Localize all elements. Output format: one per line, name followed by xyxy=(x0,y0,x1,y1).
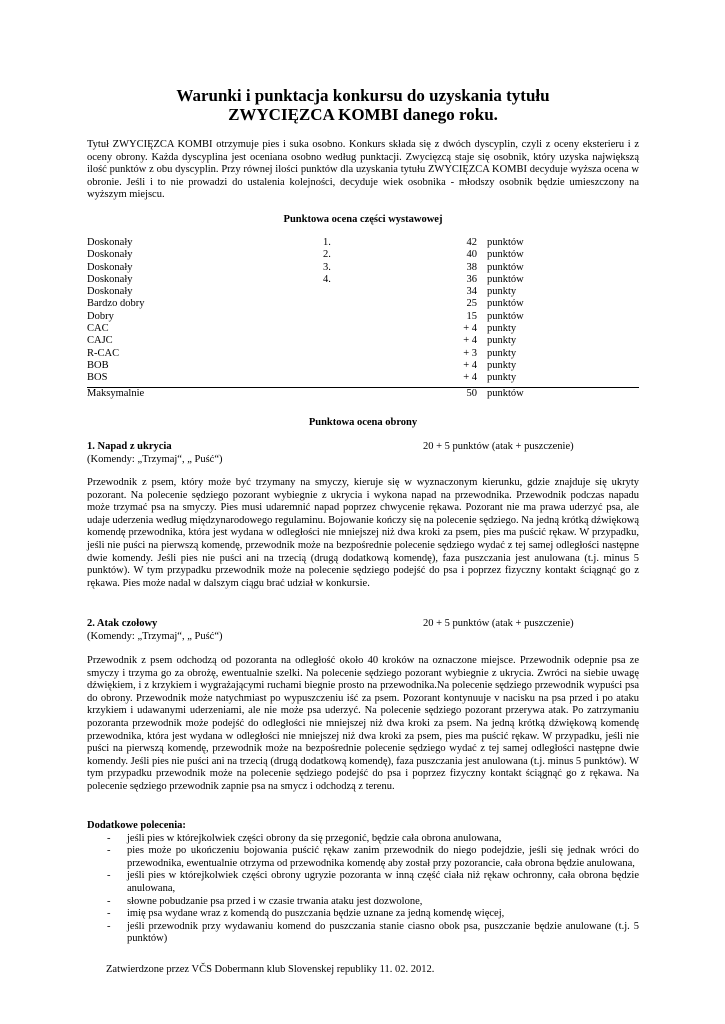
exercise-1-points: 20 + 5 punktów (atak + puszczenie) xyxy=(423,441,574,452)
exercise-1-commands: (Komendy: „Trzymaj“, „ Puść“) xyxy=(87,453,223,465)
additional-commands xyxy=(87,820,639,946)
score-points: 36 xyxy=(466,273,477,285)
score-row xyxy=(87,360,639,372)
list-dash: - xyxy=(107,895,111,907)
score-name: Doskonały xyxy=(87,273,133,285)
list-dash: - xyxy=(107,908,111,920)
title-line-2: ZWYCIĘZCA KOMBI danego roku. xyxy=(228,105,498,124)
score-name: Bardzo dobry xyxy=(87,298,145,310)
score-name: Doskonały xyxy=(87,286,133,298)
score-row xyxy=(87,335,639,347)
exercise-1-header xyxy=(87,441,639,466)
score-name: BOS xyxy=(87,372,108,384)
score-points: 50 xyxy=(466,387,477,399)
score-name: CAJC xyxy=(87,335,113,347)
score-row xyxy=(87,311,639,323)
score-unit: punktów xyxy=(487,310,524,322)
score-unit: punkty xyxy=(487,372,517,384)
score-name: Doskonały xyxy=(87,249,133,261)
score-unit: punkty xyxy=(487,347,517,359)
score-points: 25 xyxy=(466,298,477,310)
score-rank: 4. xyxy=(323,273,331,285)
score-rank: 1. xyxy=(323,237,331,248)
score-unit: punkty xyxy=(487,286,517,298)
exhibition-score-table xyxy=(87,237,639,400)
score-points: 34 xyxy=(466,286,477,298)
score-unit: punktów xyxy=(487,249,524,261)
score-row xyxy=(87,323,639,335)
score-unit: punktów xyxy=(487,237,524,248)
exercise-2-title: 2. Atak czołowy xyxy=(87,618,158,629)
score-row xyxy=(87,348,639,360)
score-unit: punkty xyxy=(487,335,517,347)
score-row xyxy=(87,274,639,286)
additional-commands-label: Dodatkowe polecenia: xyxy=(87,820,186,831)
exercise-1-description: Przewodnik z psem, który może być trzymany na smyczy, kieruje się w wyznaczonym kierunku, gdzie znajduje się ukryty pozorant. Na polecenie sędziego pozorant wybiegnie z ukrycia i wykona napad na przewodnika. Przewodnik podczas napadu może trzymać psa na smyczy. Pies musi udaremnić napad poprzez chwycenie rękawa. Pozorant nie ma prawa uderzyć psa, ale udaje uderzenia według międzynarodowego regulaminu. Bojowanie kończy się na polecenie sędziego. Na jedną krótką dźwiękową komendę przewodnika, która jest wydana w odległości nie mniejszej niż dwa kroki za psem, pies ma puścić rękaw. W przypadku, jeśli nie puści na pierwszą komendę, przewodnik może na bezpośrednie polecenie sędziego wydać z tej samej odległości następne dwie komendy. Jeśli pies nie puści ani na trzecią (drugą dodatkową komendę), faza puszczania jest anulowana (t.j. minus 5 punktów). W tym przypadku przewodnik może na polecenie sędziego podejść do psa i poprzez fizyczny kontakt ściągnąć go z rękawa. Pies może nadal w dalszym ciągu brać udział w konkursie. xyxy=(87,477,639,589)
score-row-max xyxy=(87,388,639,400)
score-row xyxy=(87,262,639,274)
score-points: 42 xyxy=(466,237,477,248)
additional-command-text: jeśli pies w którejkolwiek części obrony ugryzie pozoranta w inną część ciała niż rękaw ochronny, cała obrona będzie anulowana, xyxy=(127,870,639,894)
score-name: Doskonały xyxy=(87,261,133,273)
exhibition-heading: Punktowa ocena części wystawowej xyxy=(283,214,443,225)
score-row xyxy=(87,298,639,310)
additional-commands-list xyxy=(87,833,639,946)
score-points: + 4 xyxy=(463,372,477,384)
additional-command-item xyxy=(87,896,639,909)
approval-note: Zatwierdzone przez VČS Dobermann klub Slovenskej republiky 11. 02. 2012. xyxy=(106,964,435,975)
score-name: Doskonały xyxy=(87,237,133,248)
score-points: 38 xyxy=(466,261,477,273)
document-title xyxy=(87,86,639,124)
score-points: + 3 xyxy=(463,347,477,359)
defense-heading: Punktowa ocena obrony xyxy=(308,417,418,428)
exercise-2-commands: (Komendy: „Trzymaj“, „ Puść“) xyxy=(87,630,223,642)
score-row xyxy=(87,286,639,298)
additional-command-text: pies może po ukończeniu bojowania puścić rękaw zanim przewodnik do niego podejdzie, jeśli się jednak wróci do przewodnika, ewentualnie otrzyma od przewodnika komendę aby został przy pozorancie, cała obrona będzie anulowana, xyxy=(127,845,639,869)
additional-command-item xyxy=(87,908,639,921)
list-dash: - xyxy=(107,870,111,882)
list-dash: - xyxy=(107,920,111,932)
score-unit: punktów xyxy=(487,273,524,285)
score-row xyxy=(87,249,639,261)
score-points: + 4 xyxy=(463,323,477,335)
additional-command-item xyxy=(87,870,639,895)
list-dash: - xyxy=(107,845,111,857)
score-name: CAC xyxy=(87,323,109,335)
score-unit: punkty xyxy=(487,323,517,335)
additional-command-text: jeśli pies w którejkolwiek części obrony da się przegonić, będzie cała obrona anulowana, xyxy=(127,832,502,844)
additional-command-item xyxy=(87,845,639,870)
additional-command-item xyxy=(87,921,639,946)
score-name: Dobry xyxy=(87,310,114,322)
score-points: + 4 xyxy=(463,359,477,371)
score-unit: punkty xyxy=(487,359,517,371)
score-unit: punktów xyxy=(487,387,524,399)
score-points: + 4 xyxy=(463,335,477,347)
additional-command-text: jeśli przewodnik przy wydawaniu komend do puszczania stanie ciasno obok psa, puszczanie będzie anulowane (t.j. 5 punktów) xyxy=(127,920,639,945)
additional-command-text: słowne pobudzanie psa przed i w czasie trwania ataku jest dozwolone, xyxy=(127,895,423,907)
additional-command-text: imię psa wydane wraz z komendą do puszczania będzie uznane za jedną komendę więcej, xyxy=(127,908,505,920)
score-name: R-CAC xyxy=(87,347,120,359)
score-row xyxy=(87,372,639,384)
score-name: BOB xyxy=(87,359,109,371)
list-dash: - xyxy=(107,832,111,844)
score-unit: punktów xyxy=(487,298,524,310)
score-rows xyxy=(87,237,639,385)
exercise-1-title: 1. Napad z ukrycia xyxy=(87,441,172,452)
exercise-2-points: 20 + 5 punktów (atak + puszczenie) xyxy=(423,618,574,629)
intro-paragraph: Tytuł ZWYCIĘZCA KOMBI otrzymuje pies i suka osobno. Konkurs składa się z dwóch dyscyplin, czyli z oceny eksterieru i z oceny obrony. Każda dyscyplina jest oceniana osobno według punktacji. Zwycięzcą staje się osobnik, który uzyska największą ilość punktów z obu dyscyplin. Przy równej ilości punktów dla uzyskania tytułu ZWYCIĘZCA KOMBI decyduje wyższa ocena w obronie. Jeśli i to nie prowadzi do ustalenia kolejności, decyduje wiek osobnika - młodszy osobnik będzie umieszczony na wyższym miejscu. xyxy=(87,139,639,201)
exercise-2-header xyxy=(87,618,639,643)
score-name: Maksymalnie xyxy=(87,387,145,399)
additional-command-item xyxy=(87,833,639,846)
title-line-1: Warunki i punktacja konkursu do uzyskania tytułu xyxy=(176,86,550,105)
score-points: 40 xyxy=(466,249,477,261)
score-unit: punktów xyxy=(487,261,524,273)
score-rank: 2. xyxy=(323,249,331,261)
score-row xyxy=(87,237,639,249)
score-rank: 3. xyxy=(323,261,331,273)
score-points: 15 xyxy=(466,310,477,322)
exercise-2-description: Przewodnik z psem odchodzą od pozoranta na odległość około 40 kroków na oznaczone miejsce. Przewodnik odepnie psa ze smyczy i trzyma go za obrożę, ewentualnie szelki. Na polecenie sędziego pozorant wybiegnie z ukrycia. Zwróci na siebie uwagę dźwiękiem, i z krzykiem i wygrażającymi ruchami biegnie prosto na przewodnika.Na polecenie sędziego przewodnik wypuści psa do obrony. Przewodnik może natychmiast po wypuszczeniu iść za psem. Pozorant kontynuuje v nacisku na psa przed i po ataku krzykiem i udawanymi uderzeniami, ale nie może psa uderzyć. Na polecenie sędziego pozorant przerywa atak. Po zatrzymaniu pozoranta przewodnik może podejść do odległości nie mniejszej niż dwa kroki za psem. Na jedną krótką dźwiękową komendę przewodnika, która jest wydana w odległości nie mniejszej niż dwa kroki za psem, pies ma puścić rękaw. W przypadku, jeśli nie puści na pierwszą komendę, przewodnik może na bezpośrednie polecenie sędziego wydać z tej samej odległości następne dwie komendy. Jeśli pies nie puści ani na trzecią (drugą dodatkową komendę), faza puszczania jest anulowana (t.j. minus 5 punktów). W tym przypadku przewodnik może na polecenie sędziego podejść do psa i poprzez fizyczny kontakt ściągnąć go z rękawa. Na polecenie sędziego przewodnik zapnie psa na smycz i odchodzą z terenu. xyxy=(87,655,639,792)
